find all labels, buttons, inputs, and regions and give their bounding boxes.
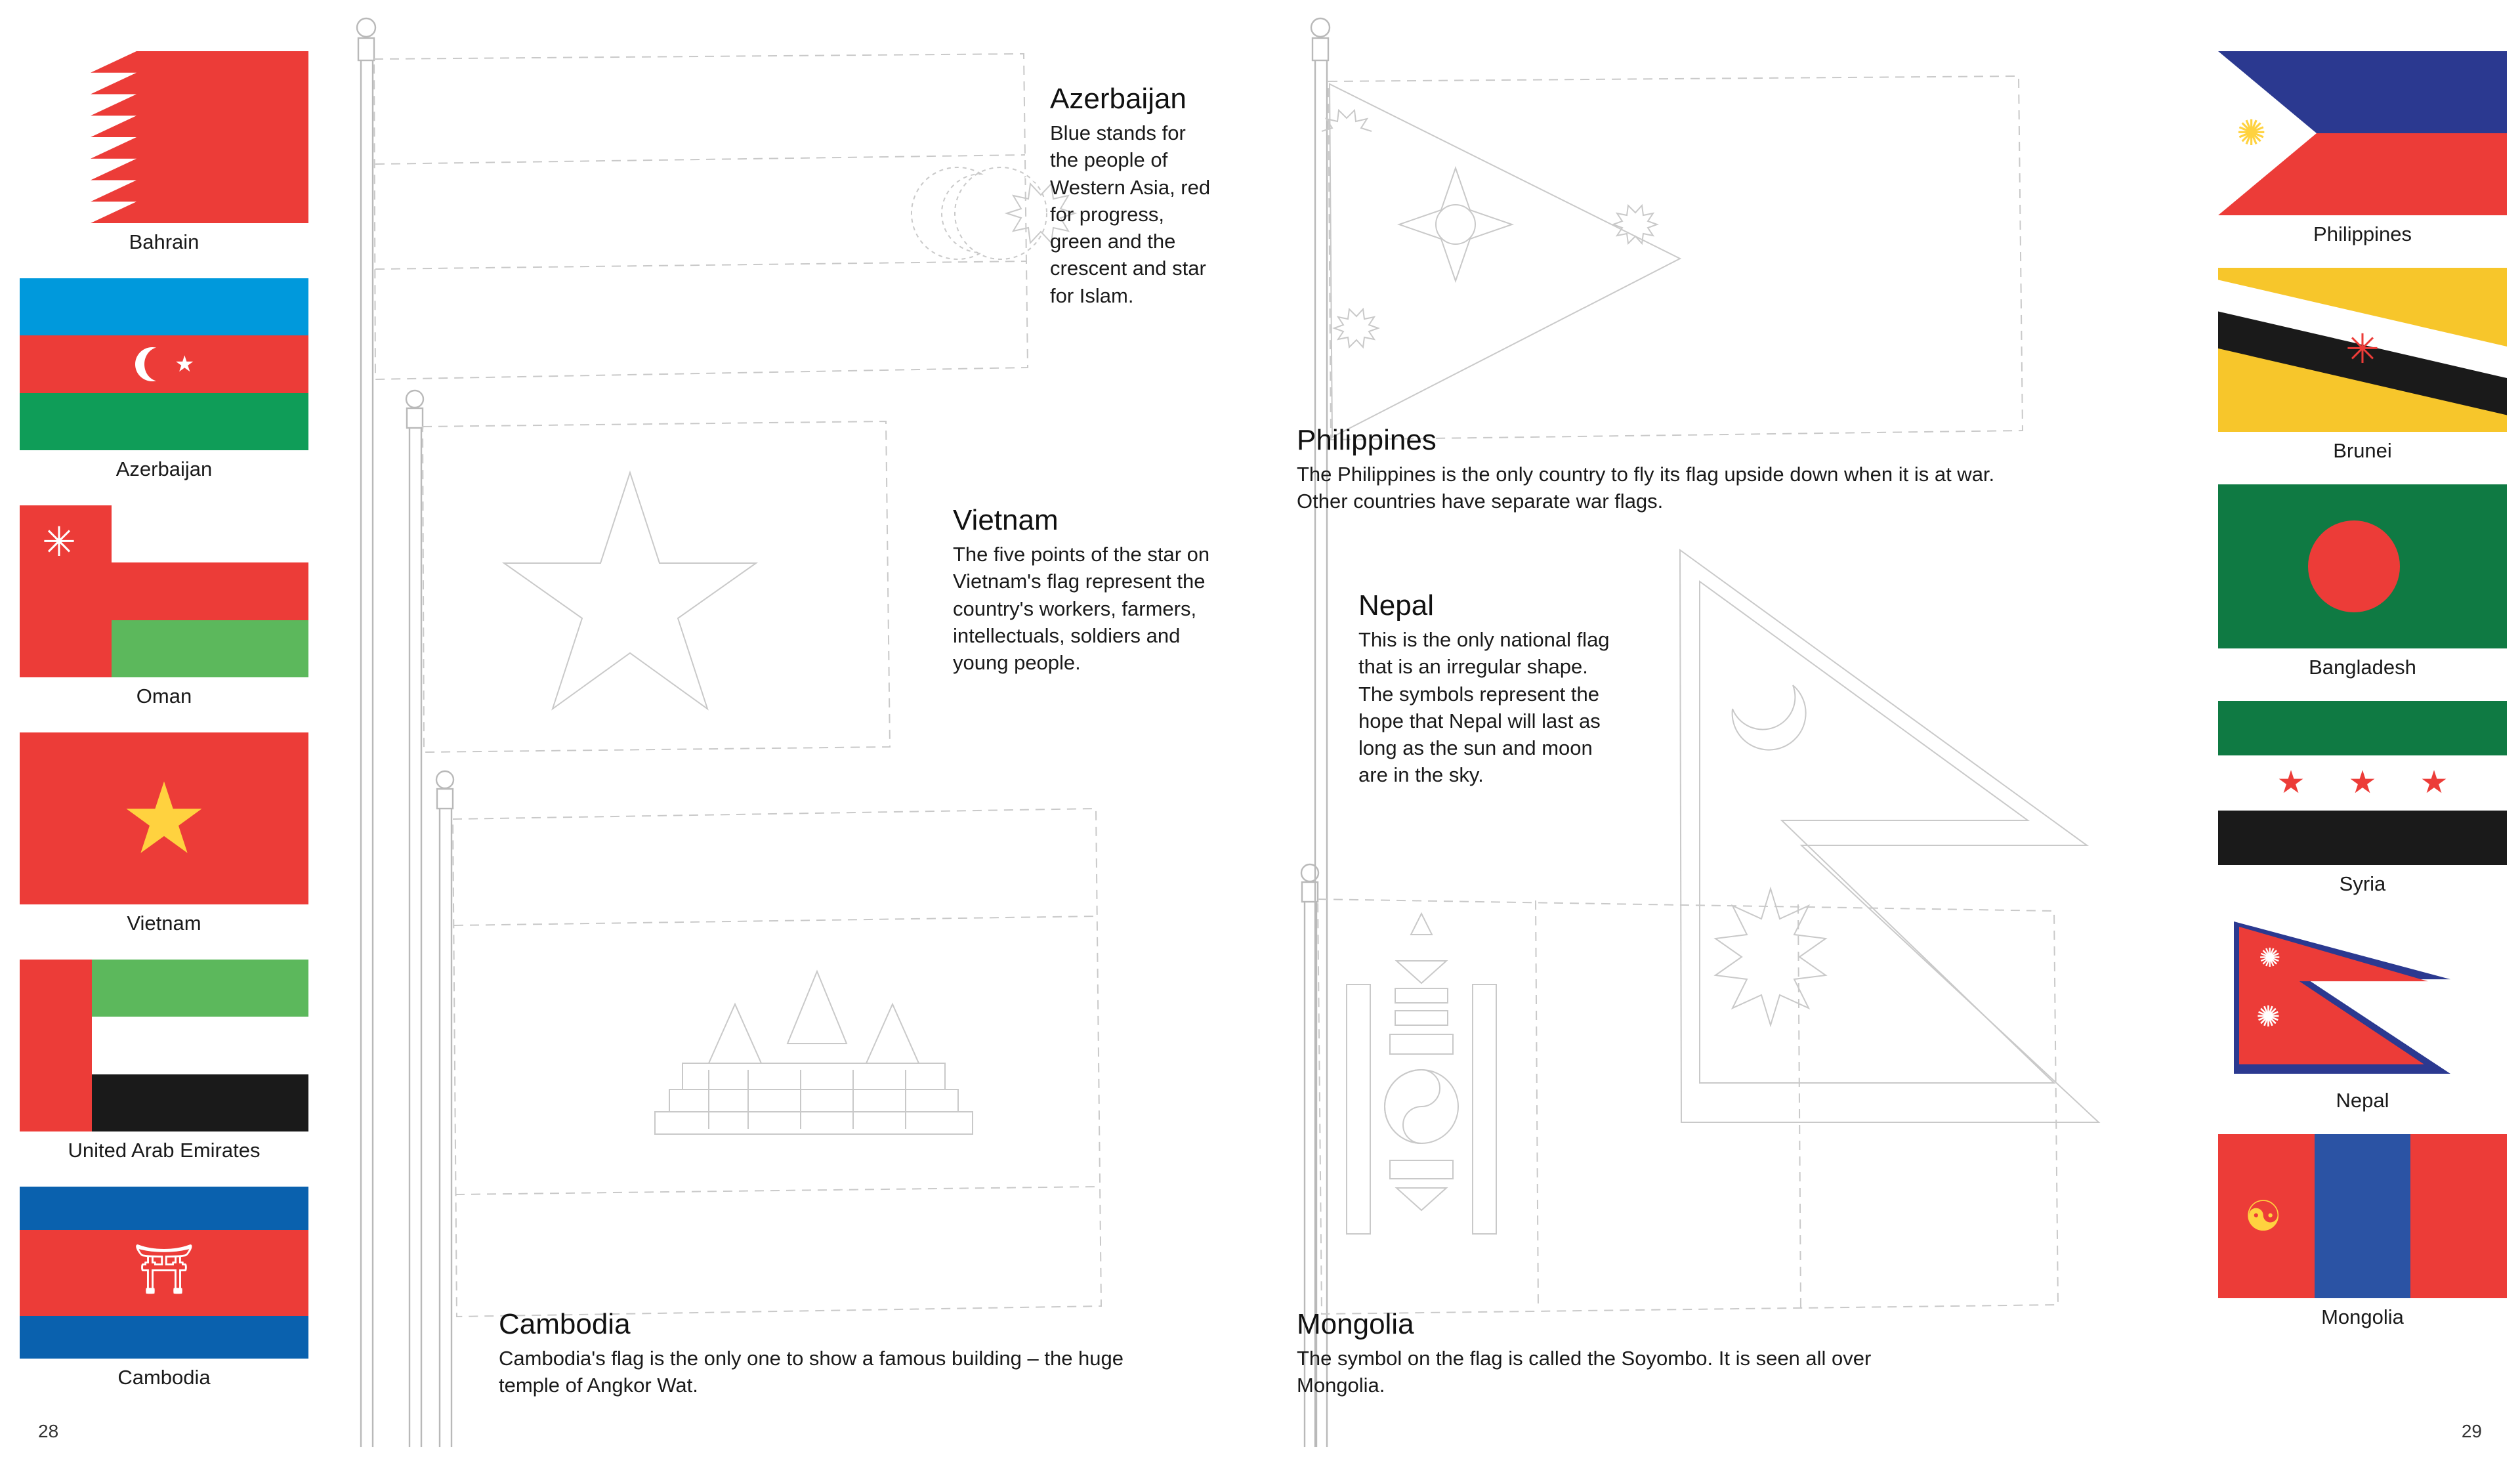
flag-vietnam (20, 732, 308, 904)
entry-body: This is the only national flag that is an irregular shape. The symbols represent the hope that Nepal will last as long as the sun and moon are in the sky. (1358, 628, 1610, 787)
sun-icon: ✺ (2256, 1001, 2280, 1033)
entry-philippines (1297, 425, 2006, 515)
flag-cambodia (20, 1187, 308, 1359)
flag-bangladesh (2218, 484, 2507, 648)
moon-icon: ✺ (2259, 944, 2281, 973)
thumbnail-azerbaijan (20, 278, 308, 479)
flag-united-arab-emirates (20, 960, 308, 1131)
star-icon: ★ (175, 351, 195, 377)
flag-azerbaijan (20, 278, 308, 450)
thumbnail-caption: Vietnam (127, 912, 201, 935)
sun-icon: ✺ (2236, 114, 2267, 153)
entry-vietnam (953, 505, 1215, 676)
thumbnail-bangladesh (2218, 484, 2507, 677)
thumbnail-oman (20, 505, 308, 706)
flag-philippines (2218, 51, 2507, 215)
entry-azerbaijan (1050, 84, 1214, 309)
entry-title: Nepal (1358, 589, 1434, 622)
red-disc (2308, 520, 2400, 612)
thumbnail-caption: Bahrain (129, 230, 200, 253)
flag-brunei (2218, 268, 2507, 432)
thumbnail-vietnam (20, 732, 308, 933)
thumbnail-cambodia (20, 1187, 308, 1387)
thumbnail-uae (20, 960, 308, 1160)
thumbnail-philippines (2218, 51, 2507, 244)
flag-nepal (2218, 918, 2507, 1082)
entry-title: Philippines (1297, 424, 1437, 456)
thumbnail-caption: Oman (136, 685, 192, 708)
entry-body: The Philippines is the only country to fly its flag upside down when it is at war. Other countries have separate war flags. (1297, 463, 1995, 513)
thumbnail-caption: Cambodia (117, 1366, 211, 1389)
entry-cambodia (499, 1309, 1175, 1399)
entry-mongolia (1297, 1309, 1953, 1399)
entry-body: Cambodia's flag is the only one to show a famous building – the huge temple of Angkor Wat. (499, 1347, 1124, 1397)
entry-title: Azerbaijan (1050, 83, 1186, 115)
entry-body: Blue stands for the people of Western Asia, red for progress, green and the crescent and star for Islam. (1050, 121, 1211, 307)
flag-mongolia (2218, 1134, 2507, 1298)
star-icon: ★ (2420, 765, 2448, 800)
thumbnail-caption: United Arab Emirates (68, 1139, 261, 1162)
thumbnail-caption: Brunei (2333, 439, 2392, 462)
entry-title: Mongolia (1297, 1308, 1414, 1340)
thumbnail-caption: Nepal (2336, 1089, 2389, 1112)
soyombo-icon: ☯ (2244, 1193, 2282, 1240)
thumbnail-mongolia (2218, 1134, 2507, 1327)
star-icon: ★ (2348, 765, 2377, 800)
page-number-right: 29 (2461, 1421, 2482, 1441)
thumbnail-syria (2218, 701, 2507, 894)
crest-icon: ✳ (2345, 327, 2380, 372)
thumbnail-nepal (2218, 918, 2507, 1110)
page-number-left: 28 (38, 1421, 59, 1441)
thumbnail-caption: Syria (2339, 872, 2386, 895)
entry-title: Cambodia (499, 1308, 631, 1340)
star-icon: ★ (2277, 765, 2305, 800)
temple-icon: ⛩ (133, 1241, 195, 1296)
entry-body: The five points of the star on Vietnam's flag represent the country's workers, farmers, intellectuals, soldiers and young people. (953, 543, 1210, 675)
thumbnail-caption: Azerbaijan (116, 457, 213, 480)
left-flag-thumbnail-column (0, 51, 328, 1387)
stars-row (2218, 767, 2507, 799)
khanjar-emblem-icon: ✳ (42, 520, 76, 565)
flag-bahrain (20, 51, 308, 223)
thumbnail-bahrain (20, 51, 308, 252)
entry-title: Vietnam (953, 504, 1059, 536)
thumbnail-caption: Bangladesh (2309, 656, 2416, 679)
entry-nepal (1358, 591, 1628, 789)
thumbnail-brunei (2218, 268, 2507, 461)
thumbnail-caption: Philippines (2313, 222, 2412, 245)
crescent-icon (135, 347, 169, 381)
entry-body: The symbol on the flag is called the Soyombo. It is seen all over Mongolia. (1297, 1347, 1872, 1397)
star-icon: ★ (119, 763, 209, 874)
right-page (1260, 0, 2520, 1459)
thumbnail-caption: Mongolia (2321, 1305, 2404, 1328)
flag-syria (2218, 701, 2507, 865)
flag-oman (20, 505, 308, 677)
right-flag-thumbnail-column (2212, 51, 2513, 1327)
